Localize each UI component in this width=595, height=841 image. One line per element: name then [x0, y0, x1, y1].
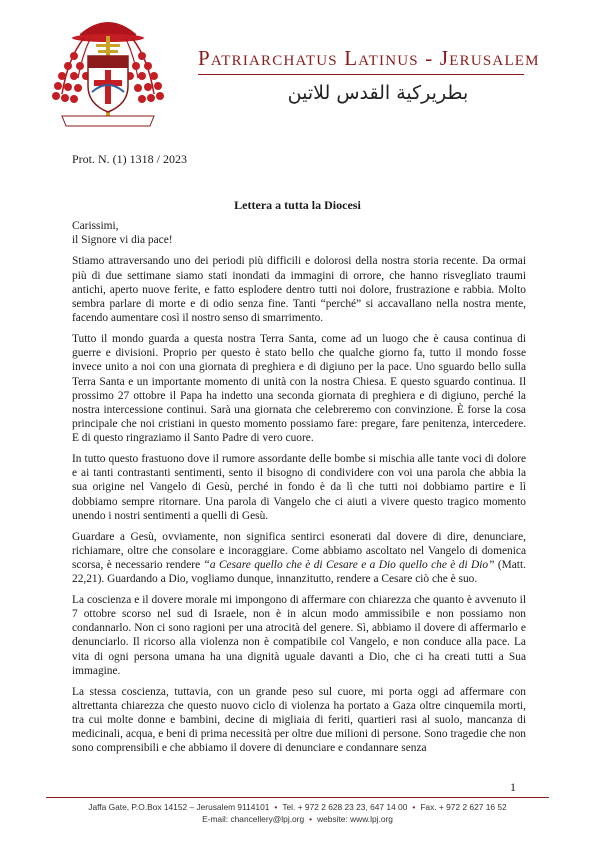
- letter-title: Lettera a tutta la Diocesi: [234, 198, 361, 212]
- patriarchate-arabic-title: بطريركية القدس للاتين: [287, 82, 469, 104]
- salutation: Carissimi,: [72, 220, 119, 232]
- paragraph: [72, 530, 526, 587]
- footer-fax: Fax. + 972 2 627 16 52: [420, 802, 507, 812]
- footer-address: Jaffa Gate, P.O.Box 14152 – Jerusalem 9114101: [88, 802, 270, 812]
- page-number: 1: [510, 780, 516, 794]
- footer-phone: Tel. + 972 2 628 23 23, 647 14 00: [282, 802, 408, 812]
- paragraph: Stiamo attraversando uno dei periodi più difficili e dolorosi della nostra storia recente. Da ormai più di due settimane siamo stati inondati da immagini di orrore, che hanno risvegliato traumi antichi, aperto nuove ferite, e fatto esplodere dentro tutti noi dolore, frustrazione e rabbia. Molto sembra parlare di morte e di odio senza fine. Tanti “perché” si accavallano nella nostra mente, facendo aumentare così il nostro senso di smarrimento.: [72, 255, 526, 325]
- bullet-separator: •: [412, 802, 416, 812]
- paragraph: La coscienza e il dovere morale mi impongono di affermare con chiarezza che quanto è avvenuto il 7 ottobre scorso nel sud di Israele, non è in alcun modo ammissibile e non possiamo non condannarlo. Non ci sono ragioni per una atrocità del genere. Sì, abbiamo il dovere di affermarlo e denunciarlo. Il ricorso alla violenza non è compatibile col Vangelo, e non conduce alla pace. La vita di ogni persona umana ha una dignità uguale davanti a Dio, che ci ha creati tutti a Sua immagine.: [72, 593, 526, 677]
- greeting: [72, 219, 526, 247]
- patriarchate-title: Patriarchatus Latinus - Jerusalem: [198, 46, 540, 70]
- protocol-number: Prot. N. (1) 1318 / 2023: [72, 152, 187, 166]
- paragraph: In tutto questo frastuono dove il rumore assordante delle bombe si mischia alle tante voci di dolore e ai tanti contrastanti sentimenti, sento il bisogno di condividere con voi una parola che abbia la sua origine nel Vangelo di Gesù, perché in fondo è da lì che tutti noi dobbiamo partire e lì dobbiamo sempre ritornare. Una parola di Vangelo che ci aiuti a vivere questo tragico momento unendo i nostri sentimenti a quelli di Gesù.: [72, 453, 526, 522]
- footer-divider: [46, 797, 549, 798]
- peace-wish: il Signore vi dia pace!: [72, 234, 173, 247]
- bullet-separator: •: [274, 802, 278, 812]
- paragraph: Tutto il mondo guarda a questa nostra Terra Santa, come ad un luogo che è causa continua di guerre e divisioni. Proprio per questo è stato bello che qualche giorno fa, tutto il mondo fosse invece unito a noi con una giornata di preghiera e di digiuno per la pace. Uno sguardo bello sulla Terra Santa e un importante momento di unità con la nostra Chiesa. E questo sguardo continua. Il prossimo 27 ottobre il Papa ha indetto una seconda giornata di preghiera e di digiuno, perché la nostra intercessione continui. Sarà una giornata che celebreremo con convinzione. È forse la cosa principale che noi cristiani in questo momento possiamo fare: pregare, fare penitenza, intercedere. E di questo ringraziamo il Santo Padre di vero cuore.: [72, 332, 526, 445]
- footer-line-contacts: [0, 801, 595, 813]
- paragraph-text: Guardare a Gesù, ovviamente, non significa sentirci esonerati dal dovere di dire, denunciare, richiamare, oltre che consolare e incoraggiare. Come abbiamo ascoltato nel Vangelo di domenica scorsa, è necessario rendere: [72, 530, 526, 571]
- coat-of-arms-logo: [48, 8, 168, 136]
- footer-line-web: [0, 813, 595, 825]
- footer: [0, 801, 595, 825]
- footer-website: website: www.lpj.org: [317, 814, 393, 824]
- letter-body: [72, 219, 526, 762]
- paragraph: La stessa coscienza, tuttavia, con un grande peso sul cuore, mi porta oggi ad affermare con altrettanta chiarezza che questo nuovo ciclo di violenza ha portato a Gaza oltre cinquemila morti, tra cui molte donne e bambini, decine di migliaia di feriti, quartieri rasi al suolo, mancanza di medicinali, acqua, e beni di prima necessità per oltre due milioni di persone. Sono tragedie che non sono comprensibili e che abbiamo il dovere di denunciare e condannare senza: [72, 685, 526, 755]
- gospel-quote: “a Cesare quello che è di Cesare e a Dio quello che è di Dio”: [203, 558, 495, 571]
- header-divider: [198, 74, 524, 75]
- bullet-separator: •: [309, 814, 313, 824]
- paragraph-text: (Matt. 22,21). Guardando a Dio, vogliamo dunque, innanzitutto, rendere a Cesare ciò che è suo.: [72, 558, 526, 586]
- footer-email: E-mail: chancellery@lpj.org: [202, 814, 305, 824]
